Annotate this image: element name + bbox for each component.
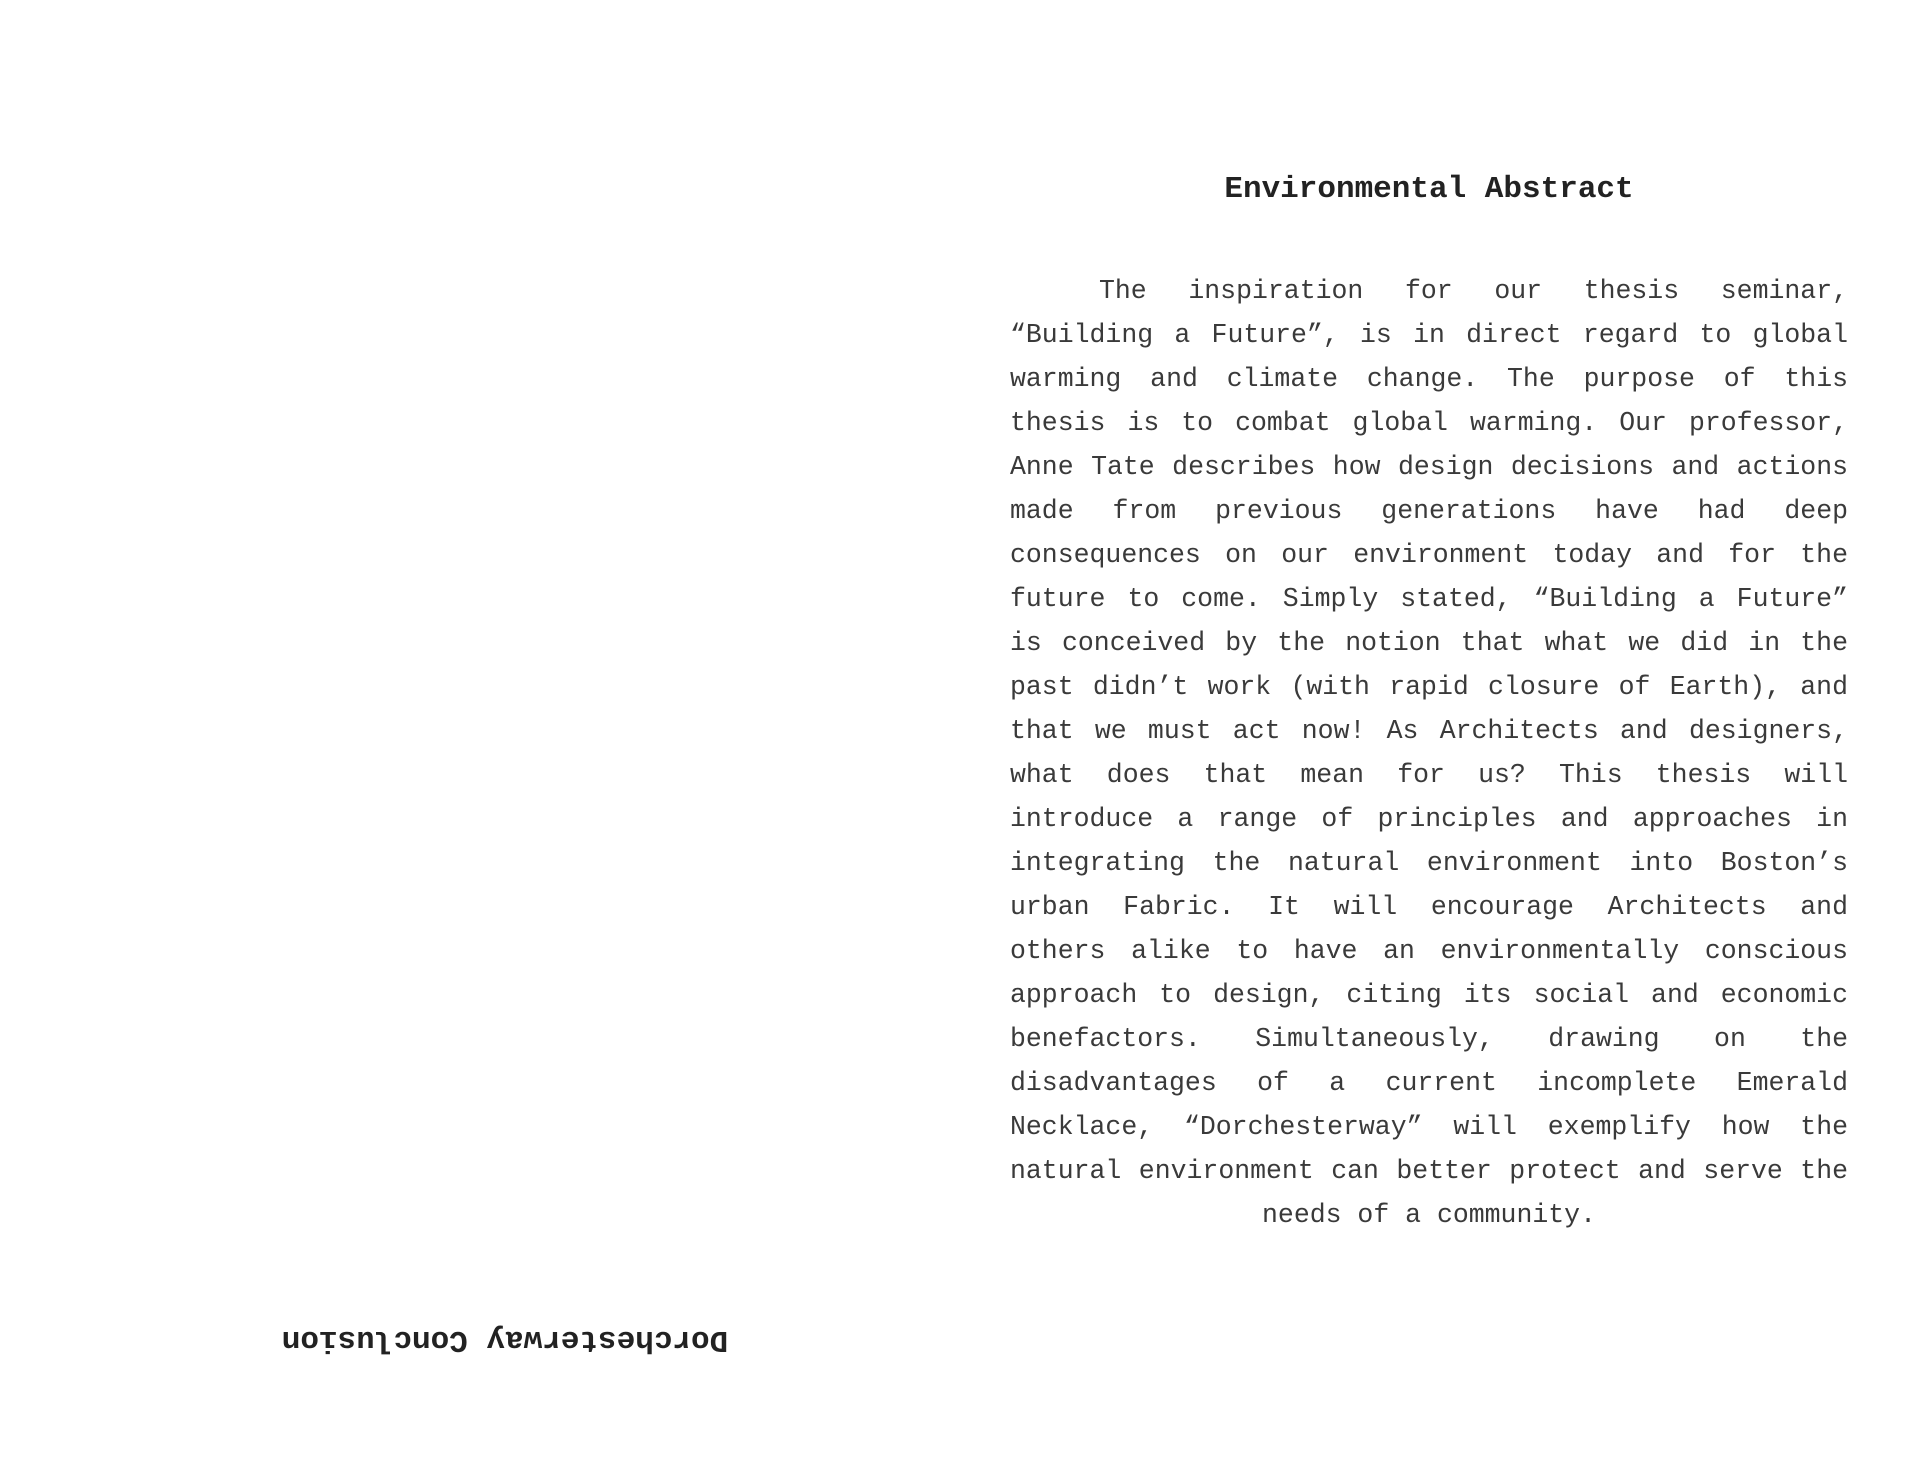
abstract-body: The inspiration for our thesis seminar, “Building a Future”, is in direct regard to global warming and climate change. The purpose of this thesis is to combat global warming. Our professor, Anne Tate describes how design decisions and actions made from previous generations have had deep consequences on our environment today and for the future to come. Simply stated, “Building a Future” is conceived by the notion that what we did in the past didn’t work (with rapid closure of Earth), and that we must act now! As Architects and designers, what does that mean for us? This thesis will introduce a range of principles and approaches in integrating the natural environment into Boston’s urban Fabric. It will encourage Architects and others alike to have an environmentally conscious approach to design, citing its social and economic benefactors. Simultaneously, drawing on the disadvantages of a current incomplete Emerald Necklace, “Dorchesterway” will exemplify how the natural environment can better protect and serve the needs of a community. [1010, 276, 1848, 1230]
abstract-title: Environmental Abstract [1224, 172, 1634, 207]
abstract-page [1010, 172, 1848, 1237]
upside-down-section-title: Dorchesterway Conclusion [281, 1322, 729, 1357]
